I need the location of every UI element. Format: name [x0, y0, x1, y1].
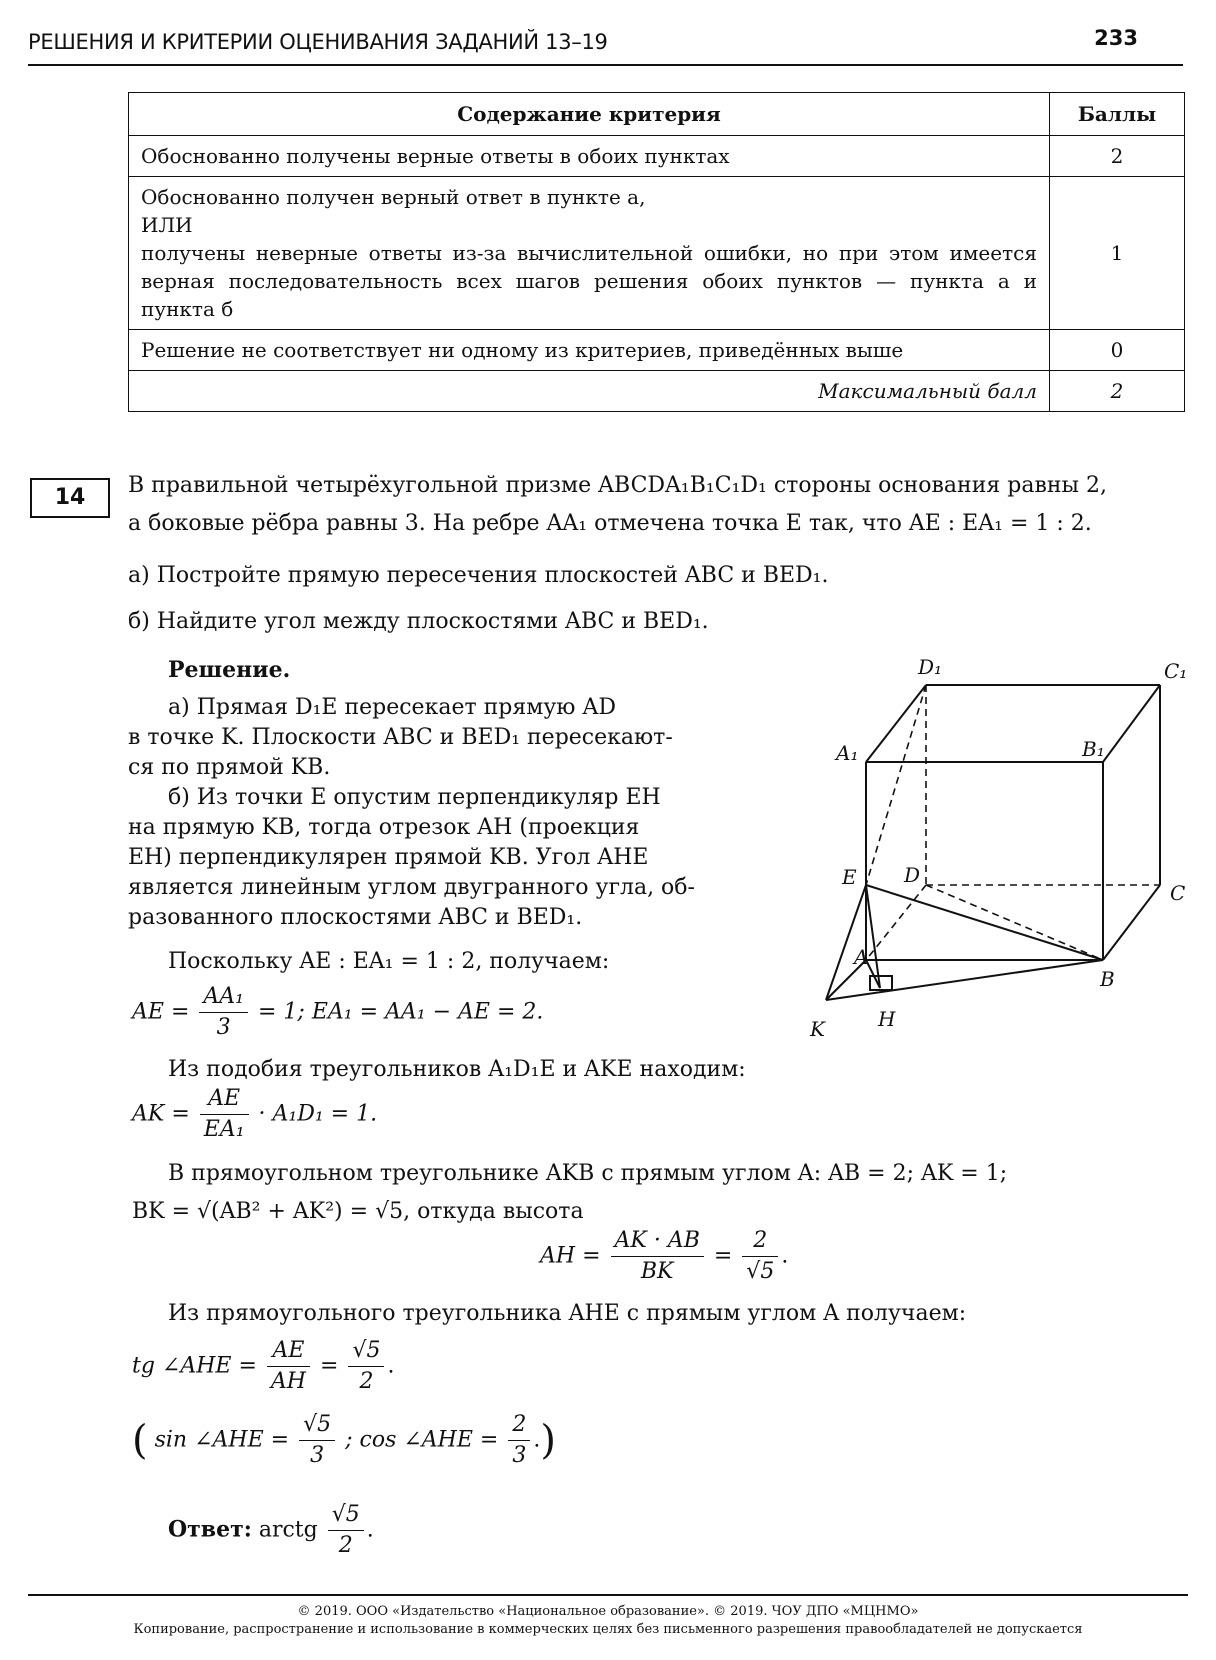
table-row — [129, 136, 1185, 177]
eq-rest: = 1; EA₁ = AA₁ − AE = 2. — [257, 999, 544, 1025]
solution-a-line: а) Прямая D₁E пересекает прямую AD — [168, 695, 616, 720]
task-statement-1: В правильной четырёхугольной призме ABCDA₁B₁C₁D₁ стороны основания равны 2, — [128, 473, 1107, 498]
fraction — [200, 1084, 249, 1145]
label-d1: D₁ — [918, 655, 943, 679]
fraction — [267, 1336, 310, 1397]
criterion-points: 0 — [1050, 330, 1185, 371]
solution-since: Поскольку AE : EA₁ = 1 : 2, получаем: — [168, 949, 610, 974]
criterion-points: 1 — [1050, 177, 1185, 330]
criterion-line: получены неверные ответы из-за вычислительной ошибки, но при этом имеется верная последовательность всех шагов решения обоих пунктов — пункта а и пункта б — [141, 241, 1037, 321]
task-number: 14 — [30, 478, 110, 518]
footer-divider — [28, 1594, 1188, 1596]
label-b: B — [1100, 967, 1115, 991]
answer: Ответ: arctg $\frac{√5}{2}$ . — [168, 1500, 374, 1561]
criterion-line: Обоснованно получен верный ответ в пункте а, — [141, 185, 646, 209]
frac-den: √5 — [746, 1259, 775, 1284]
right-angle-mark — [870, 976, 892, 990]
frac-num: 2 — [508, 1410, 530, 1441]
solution-right-triangle: В прямоугольном треугольнике AKB с прямым углом A: AB = 2; AK = 1; — [168, 1161, 1008, 1186]
edge-c1b1 — [1103, 685, 1160, 762]
criterion-text: Обоснованно получены верные ответы в обоих пунктах — [129, 136, 1050, 177]
equation-ak — [132, 1084, 377, 1145]
label-b1: B₁ — [1082, 737, 1105, 761]
table-header-row — [129, 93, 1185, 136]
answer-fn: arctg — [258, 1517, 318, 1543]
task-part-b: б) Найдите угол между плоскостями ABC и BED₁. — [128, 609, 709, 634]
criterion-points: 2 — [1050, 136, 1185, 177]
eq-lhs: tg ∠AHE = — [132, 1353, 257, 1379]
label-c: C — [1170, 881, 1186, 905]
frac-den: 3 — [216, 1015, 231, 1040]
solution-b-line: б) Из точки E опустим перпендикуляр EH — [168, 785, 661, 810]
column-header-content: Содержание критерия — [129, 93, 1050, 136]
fraction — [328, 1500, 364, 1561]
fraction — [348, 1336, 384, 1397]
criterion-or: ИЛИ — [141, 213, 193, 237]
label-k: K — [810, 1017, 825, 1041]
line-ke — [826, 885, 869, 1000]
fraction — [742, 1226, 778, 1287]
edge-bc — [1103, 885, 1160, 960]
eq-lhs: AK = — [132, 1101, 190, 1127]
solution-similar: Из подобия треугольников A₁D₁E и AKE находим: — [168, 1057, 746, 1082]
frac-den: 2 — [338, 1533, 353, 1558]
solution-bk: BK = √(AB² + AK²) = √5, откуда высота — [132, 1199, 584, 1224]
footer-notice: Копирование, распространение и использование в коммерческих целях без письменного разрешения правообладателей не допускается — [133, 1622, 1083, 1637]
label-c1: C₁ — [1164, 659, 1188, 683]
frac-den: AH — [270, 1369, 306, 1394]
line-db-hidden — [926, 885, 1103, 960]
running-header: РЕШЕНИЯ И КРИТЕРИИ ОЦЕНИВАНИЯ ЗАДАНИЙ 13–19 — [28, 30, 608, 54]
frac-num: 2 — [742, 1226, 778, 1257]
fraction — [199, 982, 248, 1043]
frac-num: AK · AB — [611, 1226, 704, 1257]
answer-label: Ответ: — [168, 1516, 252, 1543]
label-h: H — [878, 1007, 896, 1031]
eq-lhs: AE = — [132, 999, 190, 1025]
frac-num: AE — [200, 1084, 249, 1115]
eq-lhs: sin ∠AHE = — [154, 1427, 290, 1453]
max-score-label: Максимальный балл — [129, 371, 1050, 412]
frac-den: BK — [640, 1259, 674, 1284]
equation-tg: tg ∠AHE = $\frac{AE}{AH}$ = $\frac{√5}{2}$ . — [132, 1336, 394, 1397]
edge-d1a1 — [866, 685, 926, 762]
frac-num: √5 — [299, 1410, 335, 1441]
frac-num: √5 — [348, 1336, 384, 1367]
label-a: A — [854, 945, 869, 969]
task-statement-2: а боковые рёбра равны 3. На ребре AA₁ отмечена точка E так, что AE : EA₁ = 1 : 2. — [128, 511, 1092, 536]
eq-lhs: ; cos ∠AHE = — [345, 1427, 499, 1453]
eq-lhs: AH = — [540, 1243, 601, 1269]
footer-copyright: © 2019. ООО «Издательство «Национальное образование». © 2019. ЧОУ ДПО «МЦНМО» — [297, 1604, 919, 1619]
task-part-a: а) Постройте прямую пересечения плоскостей ABC и BED₁. — [128, 563, 829, 588]
equation-ae — [132, 982, 543, 1043]
solution-b-line: на прямую KB, тогда отрезок AH (проекция — [128, 815, 640, 840]
solution-b-line: EH) перпендикулярен прямой KB. Угол AHE — [128, 845, 649, 870]
page-number: 233 — [1094, 26, 1138, 50]
line-d1e-hidden — [866, 685, 926, 885]
solution-right-triangle-2: Из прямоугольного треугольника AHE с прямым углом A получаем: — [168, 1301, 967, 1326]
solution-heading: Решение. — [168, 657, 291, 683]
solution-b-line: разованного плоскостями ABC и BED₁. — [128, 905, 583, 930]
max-score-value: 2 — [1050, 371, 1185, 412]
line-eb — [866, 885, 1103, 960]
label-d: D — [904, 863, 921, 887]
criterion-text — [129, 177, 1050, 330]
frac-num: AA₁ — [199, 982, 248, 1013]
solution-a-line: в точке K. Плоскости ABC и BED₁ пересекают- — [128, 725, 673, 750]
solution-b-line: является линейным углом двугранного угла, об- — [128, 875, 695, 900]
eq-rest: · A₁D₁ = 1. — [258, 1101, 378, 1127]
label-a1: A₁ — [836, 741, 859, 765]
frac-den: 3 — [310, 1443, 325, 1468]
frac-num: √5 — [328, 1500, 364, 1531]
fraction — [611, 1226, 704, 1287]
criteria-table — [128, 92, 1185, 412]
header-divider — [28, 64, 1183, 66]
table-row — [129, 371, 1185, 412]
frac-den: 2 — [359, 1369, 374, 1394]
criterion-text: Решение не соответствует ни одному из критериев, приведённых выше — [129, 330, 1050, 371]
fraction — [299, 1410, 335, 1471]
frac-den: EA₁ — [203, 1117, 245, 1142]
frac-num: AE — [267, 1336, 310, 1367]
table-row — [129, 177, 1185, 330]
frac-den: 3 — [512, 1443, 527, 1468]
equation-ah: AH = $\frac{AK \cdot AB}{BK}$ = $\frac{2}{√5}$ . — [540, 1226, 788, 1287]
prism-figure — [800, 650, 1200, 1050]
column-header-points: Баллы — [1050, 93, 1185, 136]
fraction — [508, 1410, 530, 1471]
solution-a-line: ся по прямой KB. — [128, 755, 331, 780]
equation-sin-cos: ( sin ∠AHE = $\frac{√5}{3}$ ; cos ∠AHE = $\frac{2}{3}$ .) — [132, 1410, 556, 1471]
label-e: E — [842, 865, 857, 889]
table-row — [129, 330, 1185, 371]
